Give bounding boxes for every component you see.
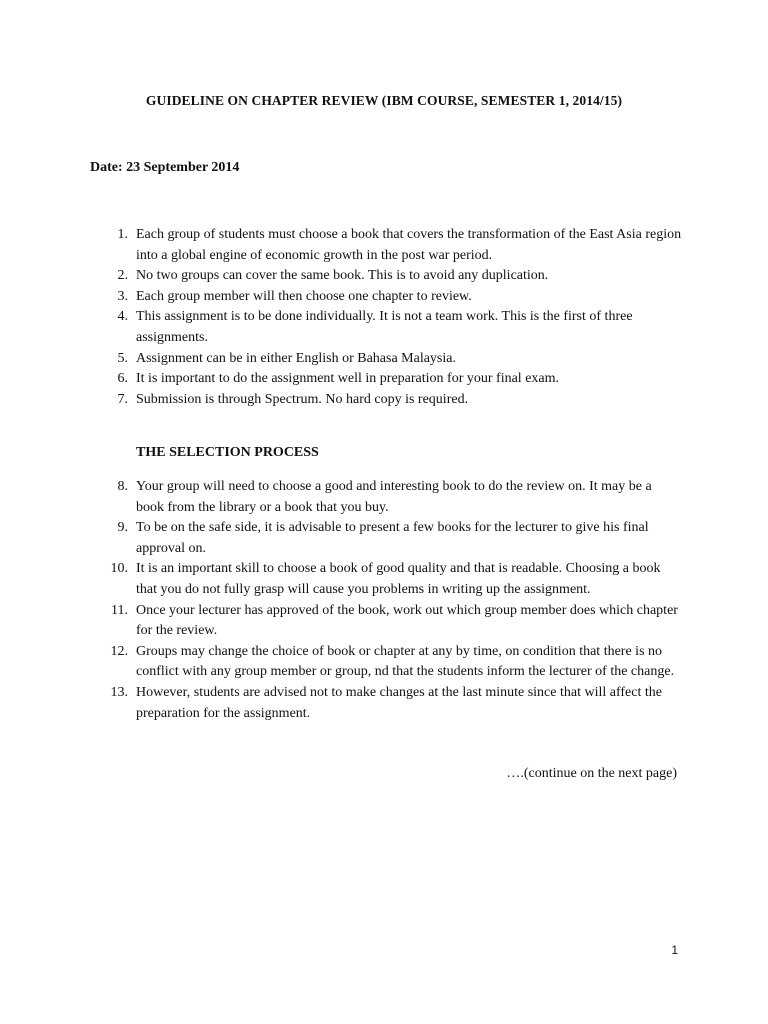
- list-item: [102, 559, 682, 600]
- selection-list: [102, 477, 682, 724]
- list-item-number: 7.: [117, 391, 128, 407]
- document-date: Date: 23 September 2014: [90, 160, 240, 175]
- document-title: GUIDELINE ON CHAPTER REVIEW (IBM COURSE, SEMESTER 1, 2014/15): [145, 93, 623, 108]
- list-item: [102, 683, 682, 724]
- list-item-number: 3.: [117, 288, 128, 304]
- list-item: [102, 349, 682, 370]
- list-item: [102, 369, 682, 390]
- list-item-text: Each group member will then choose one chapter to review.: [136, 288, 472, 304]
- list-item-text: Groups may change the choice of book or chapter at any by time, on condition that there is no conflict with any group member or group, nd that the students inform the lecturer of the change.: [136, 643, 675, 680]
- list-item: [102, 287, 682, 308]
- list-item-text: This assignment is to be done individually. It is not a team work. This is the first of three assignments.: [136, 309, 633, 345]
- list-item-text: Submission is through Spectrum. No hard copy is required.: [136, 391, 469, 407]
- list-item: [102, 225, 682, 266]
- list-item-number: 9.: [117, 520, 128, 536]
- list-item-text: Assignment can be in either English or Bahasa Malaysia.: [136, 350, 456, 366]
- list-item: [102, 390, 682, 411]
- list-item: [102, 601, 682, 642]
- list-item: [102, 477, 682, 518]
- list-item-text: Your group will need to choose a good and interesting book to do the review on. It may be a book from the library or a book that you buy.: [136, 479, 652, 515]
- list-item-number: 8.: [117, 479, 128, 494]
- list-item-text: It is an important skill to choose a book of good quality and that is readable. Choosing a book that you do not fully grasp will cause you problems in writing up the assignment.: [136, 561, 661, 597]
- list-item-text: No two groups can cover the same book. This is to avoid any duplication.: [136, 268, 549, 284]
- list-item-text: Once your lecturer has approved of the book, work out which group member does which chapter for the review.: [136, 602, 678, 639]
- list-item-number: 10.: [110, 561, 128, 577]
- list-item-number: 12.: [110, 643, 128, 659]
- page-number: 1: [671, 943, 678, 957]
- section-heading: THE SELECTION PROCESS: [136, 445, 319, 460]
- list-item: [102, 266, 682, 287]
- list-item: [102, 518, 682, 559]
- list-item-number: 2.: [117, 268, 128, 284]
- list-item-number: 4.: [117, 309, 128, 325]
- list-item-number: 5.: [117, 350, 128, 366]
- list-item: [102, 307, 682, 348]
- list-item-text: To be on the safe side, it is advisable to present a few books for the lecturer to give his final approval on.: [136, 520, 649, 556]
- list-item: [102, 642, 682, 683]
- list-item-number: 6.: [117, 371, 128, 387]
- list-item-number: 1.: [117, 227, 128, 242]
- list-item-text: It is important to do the assignment well in preparation for your final exam.: [136, 371, 560, 387]
- list-item-number: 11.: [111, 602, 128, 618]
- list-item-text: However, students are advised not to make changes at the last minute since that will affect the preparation for the assignment.: [136, 684, 662, 721]
- list-item-text: Each group of students must choose a book that covers the transformation of the East Asia region into a global engine of economic growth in the post war period.: [136, 227, 682, 263]
- continue-note: ….(continue on the next page): [506, 766, 677, 781]
- list-item-number: 13.: [110, 684, 128, 700]
- instructions-list: [102, 225, 682, 410]
